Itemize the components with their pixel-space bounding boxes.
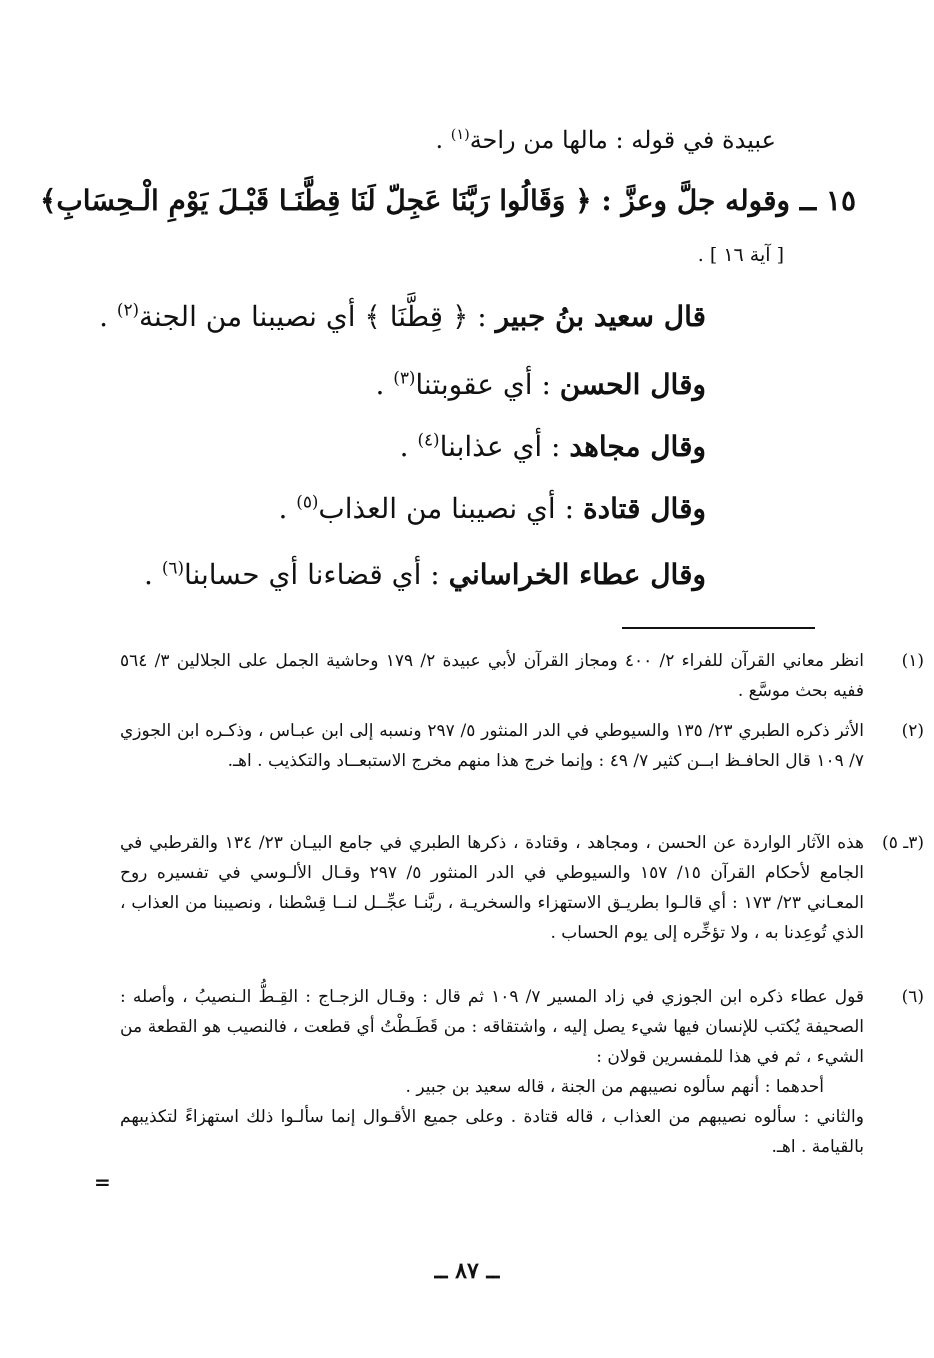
- quote-text: : أي نصيبنا من العذاب: [318, 492, 583, 525]
- footnote-text: الأثر ذكره الطبري ٢٣/ ١٣٥ والسيوطي في الدر المنثور ٥/ ٢٩٧ ونسبه إلى ابن عبـاس ، وذكـره ابن الجوزي ٧/ ١٠٩ قال الحافـظ ابــن كثير ٧/ ٤٩ : وإنما خرج هذا منهم مخرج الاستبعــاد والتكذيب . اهـ.: [120, 721, 864, 771]
- continuation-mark: =: [94, 1170, 111, 1194]
- quote-speaker: وقال الحسن: [559, 368, 706, 401]
- line1-text: عبيدة في قوله : مالها من راحة: [469, 126, 776, 154]
- footnote-number: (٣ـ ٥): [882, 833, 924, 853]
- quote-al-hasan: [375, 368, 706, 401]
- quote-speaker: قال سعيد بنُ جبير: [495, 300, 706, 333]
- footnote-ref-6: (٦): [161, 557, 184, 578]
- footnote-separator: [622, 627, 815, 629]
- quote-end: .: [375, 368, 394, 401]
- footnote-2: [120, 716, 924, 776]
- quote-said-ibn-jubayr: [99, 300, 706, 333]
- quote-mujahid: [400, 430, 706, 463]
- footnote-1: [120, 646, 924, 706]
- quote-end: .: [278, 492, 297, 525]
- quote-qatada: [278, 492, 706, 525]
- footnote-ref-4: (٤): [417, 429, 440, 450]
- footnote-6: [120, 982, 924, 1162]
- quote-text: : أي عقوبتنا: [415, 368, 560, 401]
- footnote-3-5: [120, 828, 924, 948]
- footnote-text: هذه الآثار الواردة عن الحسن ، ومجاهد ، وقتادة ، ذكرها الطبري في جامع البيـان ٢٣/ ١٣٤ والقرطبي في الجامع لأحكام القرآن ١٥/ ١٥٧ والسيوطي في الدر المنثور ٥/ ٢٩٧ وقـال الألـوسي في تفسيره روح المعـاني ٢٣/ ١٧٣ : أي قالـوا بطريـق الاستهزاء والسخريـة ، ربَّنـا عجِّــل لنــا قِسْطنا ، ونصيبنا من العذاب ، الذي تُوعِدنا به ، ولا تؤخِّره إلى يوم الحساب .: [120, 833, 865, 943]
- item-number: ١٥ ــ: [790, 184, 856, 217]
- page-number: ــ ٨٧ ــ: [434, 1258, 500, 1284]
- footnote-text: قول عطاء ذكره ابن الجوزي في زاد المسير ٧/ ١٠٩ ثم قال : وقـال الزجـاج : القِـطُّ الـنصيبُ ، وأصله : الصحيفة يُكتب للإنسان فيها شيء يصل إليه ، واشتقاقه : من قَطَـطْتُ أي قطعت ، فالنصيب هو القطعة من الشيء ، ثم في هذا للمفسرين قولان :: [120, 987, 864, 1067]
- footnote-first-opinion: أحدهما : أنهم سألوه نصيبهم من الجنة ، قاله سعيد بن جبير .: [405, 1077, 824, 1097]
- footnote-text: انظر معاني القرآن للفراء ٢/ ٤٠٠ ومجاز القرآن لأبي عبيدة ٢/ ١٧٩ وحاشية الجمل على الجلالين ٣/ ٥٦٤ ففيه بحث موسَّع .: [120, 651, 864, 701]
- quote-end: .: [144, 558, 162, 591]
- quote-speaker: وقال مجاهد: [569, 430, 706, 463]
- verse-reference: [ آية ١٦ ] .: [697, 244, 784, 266]
- quote-text: : أي عذابنا: [439, 430, 570, 463]
- footnote-number: (١): [901, 651, 924, 671]
- line1-end: .: [435, 126, 451, 154]
- footnote-ref-1: (١): [450, 127, 470, 143]
- quote-speaker: وقال قتادة: [582, 492, 706, 525]
- footnote-number: (٢): [901, 721, 924, 741]
- text-line-abu-ubayda: [435, 126, 776, 154]
- verse-text: وقوله جلَّ وعزَّ : ﴿ وَقَالُوا رَبَّنَا عَجِلّ لَنَا قِطَّنَـا قَبْـلَ يَوْمِ الْـحِسَابِ﴾: [39, 184, 791, 217]
- footnote-ref-2: (٢): [116, 299, 140, 320]
- quote-end: .: [99, 300, 117, 333]
- footnote-ref-5: (٥): [296, 491, 319, 512]
- quote-end: .: [399, 430, 418, 463]
- footnote-number: (٦): [901, 987, 924, 1007]
- quote-ata-al-khurasani: [144, 558, 706, 591]
- quote-text: : أي قضاءنا أي حسابنا: [184, 558, 449, 591]
- verse-heading-15: [40, 184, 856, 217]
- quote-speaker: وقال عطاء الخراساني: [448, 558, 706, 591]
- quote-text: : ﴿ قِطَّنَا ﴾ أي نصيبنا من الجنة: [139, 300, 496, 333]
- footnote-ref-3: (٣): [393, 367, 416, 388]
- footnote-second-opinion: والثاني : سألوه نصيبهم من العذاب ، قاله قتادة . وعلى جميع الأقـوال إنما سألـوا ذلك استهزاءً لتكذيبهم بالقيامة . اهـ.: [120, 1107, 864, 1157]
